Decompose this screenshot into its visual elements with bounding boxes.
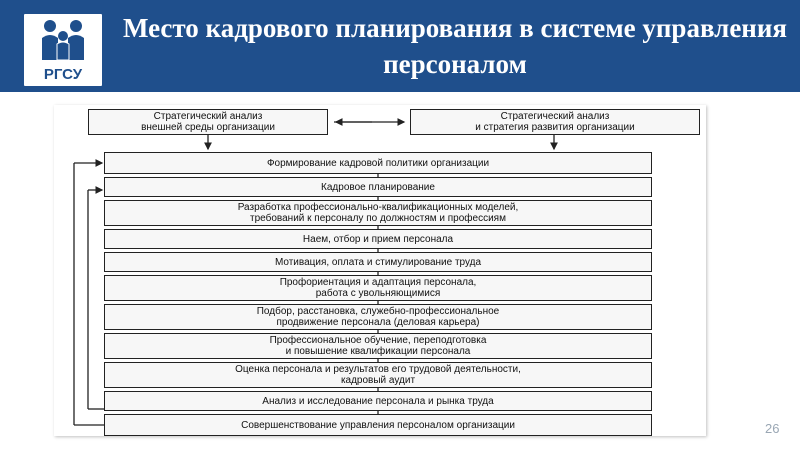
step-box-1: Формирование кадровой политики организации [104, 152, 652, 174]
step-box-6: Профориентация и адаптация персонала, работа с увольняющимися [104, 275, 652, 301]
step-box-11: Совершенствование управления персоналом организации [104, 414, 652, 436]
top-box-strategy-analysis: Стратегический анализ и стратегия развития организации [410, 109, 700, 135]
step-box-5: Мотивация, оплата и стимулирование труда [104, 252, 652, 272]
top-box-external-analysis: Стратегический анализ внешней среды организации [88, 109, 328, 135]
step-box-10: Анализ и исследование персонала и рынка труда [104, 391, 652, 411]
slide-title: Место кадрового планирования в системе управления персоналом [122, 13, 788, 79]
rgsu-logo [22, 12, 104, 88]
step-box-2: Кадровое планирование [104, 177, 652, 197]
diagram-scan [54, 105, 706, 436]
step-box-7: Подбор, расстановка, служебно-профессиональное продвижение персонала (деловая карьера) [104, 304, 652, 330]
slide-header [0, 0, 800, 92]
step-box-9: Оценка персонала и результатов его трудовой деятельности, кадровый аудит [104, 362, 652, 388]
step-box-4: Наем, отбор и прием персонала [104, 229, 652, 249]
logo-text: РГСУ [43, 66, 83, 83]
step-box-3: Разработка профессионально-квалификационных моделей, требований к персоналу по должностям и профессиям [104, 200, 652, 226]
page-number: 26 [765, 421, 780, 436]
family-emblem-icon [24, 14, 102, 66]
step-box-8: Профессиональное обучение, переподготовка и повышение квалификации персонала [104, 333, 652, 359]
